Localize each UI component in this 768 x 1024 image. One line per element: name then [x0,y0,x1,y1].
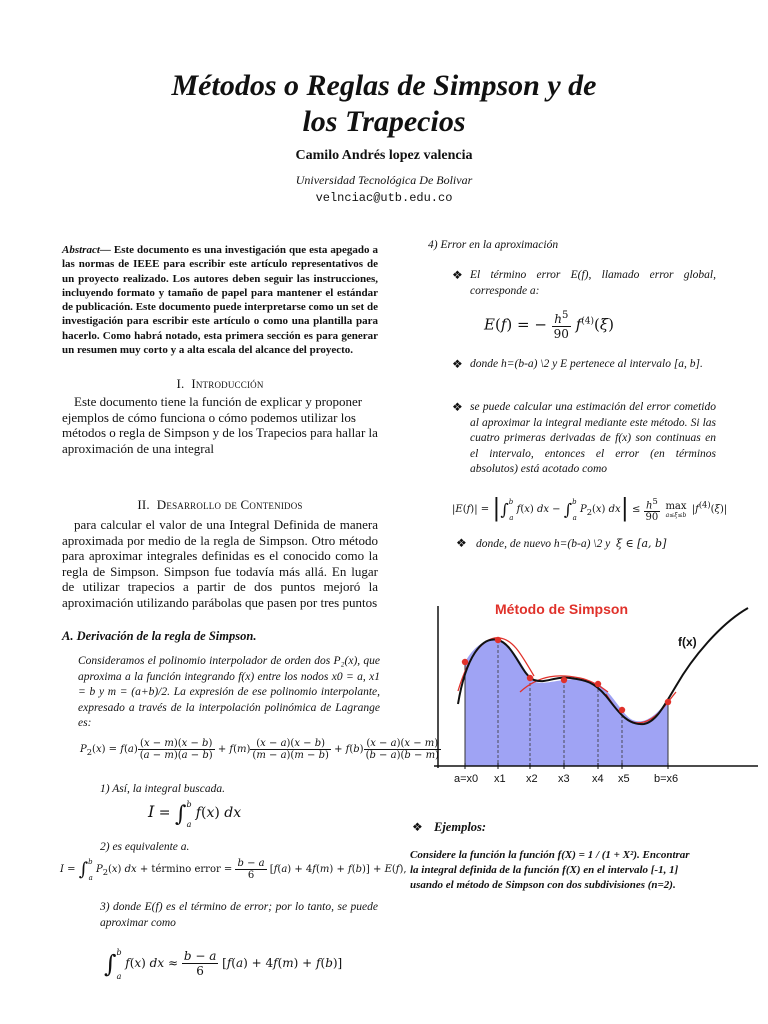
diamond-bullet-icon: ❖ [456,536,467,550]
bullet-h-again: donde, de nuevo h=(b-a) \2 y ξ ∈ [a, b] [476,537,667,550]
affiliation: Universidad Tecnológica De Bolivar [295,173,473,187]
tick-label: a=x0 [454,773,479,785]
section-2-text: para calcular el valor de una Integral Definida de manera aproximada por medio de la regla de Simpson. Otro método para aproximar integrales definidas es el conocido como la regla de Simpson. Simpson fue todavía más allá. En lugar de utilizar trapecios a partir de dos puntos mejoró la aproximación utilizando parábolas que pasen por tres puntos [62,517,378,610]
list-item-2: 2) es equivalente a. [100,841,190,853]
tick-label: x5 [618,773,630,785]
global-error-equation: E(f) = − $\frac{h^5}{90}$ $f^{(4)}(\xi)$ [484,310,615,341]
lagrange-equation: $P_2(x) = f(a)$ $\frac{(x - m)(x - b)}{(a - m)(a - b)}$ + f(m) $\frac{(x - a)(x - b)}{(m - a)(m - b)}$ + f(b) $\frac{(x - a)(x - m)}{(b - a)(b - m)}$ [80,738,439,761]
list-item-3: 3) donde E(f) es el término de error; por lo tanto, se puede aproximar como [100,901,378,929]
diamond-bullet-icon: ❖ [452,268,463,282]
figure-title: Método de Simpson [495,601,628,617]
subsection-a-heading: A. Derivación de la regla de Simpson. [62,629,257,643]
simpson-method-figure [430,596,760,810]
list-item-4: 4) Error en la aproximación [428,239,559,251]
abstract-text: Este documento es una investigación que esta apegado a las normas de IEEE para escribir este artículo representativos de un proyecto realizado. Los autores deben seguir las instrucciones, incluyendo formato y tamaño de papel para mantener el estándar de publicación. Este documento puede interpretarse como un set de investigación para escribir este artículo o como una plantilla para hacerlo. Como habrá notado, esta primera sección es para generar un resumen muy corto y a alta escala del alcance del proyecto. [62,244,378,357]
author-name: Camilo Andrés lopez valencia [295,148,473,163]
bullet-global-error: El término error E(f), llamado error global, corresponde a: [470,269,716,297]
section-1-text: Este documento tiene la función de explicar y proponer ejemplos de cómo funciona o cómo podemos utilizar los métodos o regla de Simpson y de los Trapecios para hallar la aproximación de una integral [62,394,378,456]
paper-title [100,68,668,140]
title-line-1: Métodos o Reglas de Simpson y de [171,69,597,102]
list-item-1: 1) Así, la integral buscada. [100,783,226,795]
section-2-heading: II. Desarrollo de Contenidos [137,497,303,512]
equivalent-equation: I = ∫$^b_a$ $P_2(x)$ dx + término error = $\frac{b - a}{6}$ [f(a) + 4f(m) + f(b)] + E(f), [60,858,407,882]
title-line-2: los Trapecios [302,105,466,138]
simpson-approximation: ∫$^b_a$ f(x) dx ≈ $\frac{b - a}{6}$ [f(a) + 4f(m) + f(b)] [104,948,343,981]
tick-label: x1 [494,773,506,785]
example-text: Considere la función la función f(X) = 1 / (1 + X²). Encontrar la integral definida de la función f(X) en el intervalo [-1, 1] usando el método de Simpson con dos subdivisiones (n=2). [410,849,690,892]
tick-label: x3 [558,773,570,785]
error-bound-equation: |E(f)| = |∫$^b_a$ f(x) dx − ∫$^b_a$ $P_2(x) dx|$ ≤ $\frac{h^5}{90}$ max a≤ξ≤b $|f^{(4)}(\xi)|$ [452,494,728,524]
curve-label: f(x) [678,635,697,649]
abstract-label: Abstract— [62,244,111,256]
integral-equation: I = ∫$^b_a$ f(x) dx [148,800,242,829]
tick-label: x2 [526,773,538,785]
examples-heading: Ejemplos: [434,820,487,834]
bullet-h-definition: donde h=(b-a) \2 y E pertenece al intervalo [a, b]. [470,358,703,370]
bullet-error-estimate: se puede calcular una estimación del error cometido al aproximar la integral mediante este método. Si las cuatro primeras derivadas de f(x) son continuas en el intervalo, entonces el error (en términos absolutos) está acotado como [470,401,716,476]
subsection-a-text: Consideramos el polinomio interpolador de orden dos P₂(x), que aproxima a la función integrando f(x) entre los nodos x0 = a, x1 = b y m = (a+b)/2. La expresión de ese polinomio interpolante, expresado a través de la interpolación polinómica de Lagrange es: [78,655,380,730]
tick-label: x4 [592,773,604,785]
diamond-bullet-icon: ❖ [452,357,463,371]
author-email: velnciac@utb.edu.co [315,191,453,205]
tick-label: b=x6 [654,773,679,785]
approximation-area [465,640,668,766]
section-1-heading: I. Introducción [176,376,264,391]
abstract [62,243,378,357]
diamond-bullet-icon: ❖ [452,400,463,414]
diamond-bullet-icon: ❖ [412,820,423,834]
